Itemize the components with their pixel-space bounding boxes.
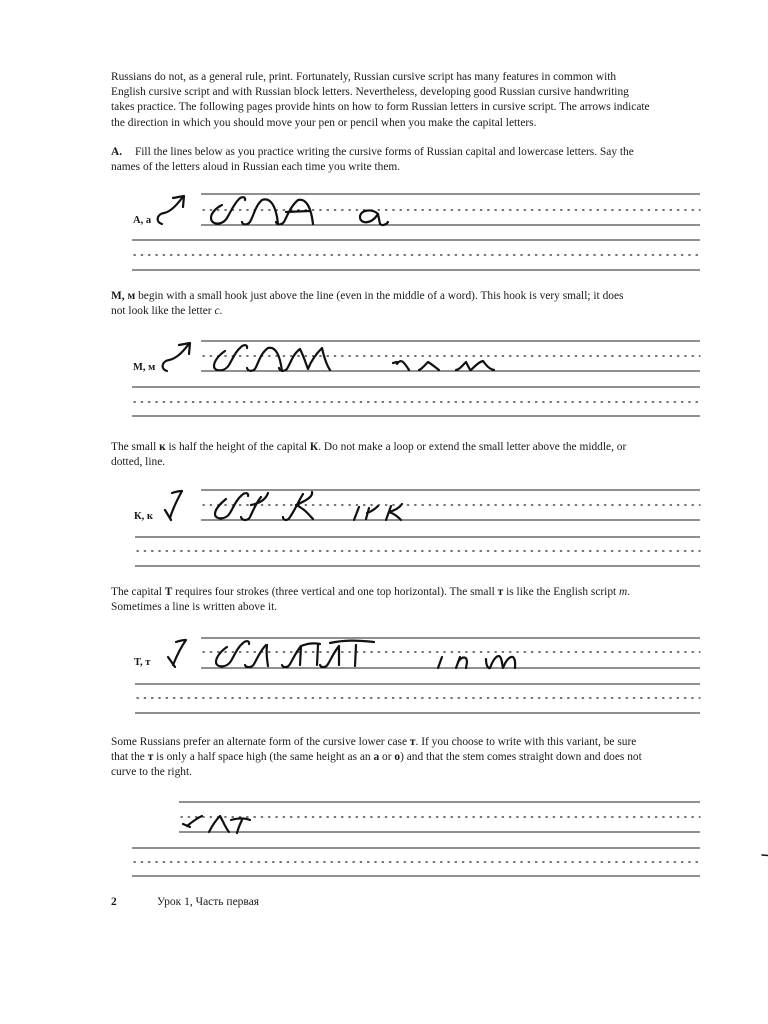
note-m-line-2: not look like the letter <box>111 305 215 318</box>
note-alt-line-3: curve to the right. <box>111 766 192 779</box>
page-number: 2 <box>111 896 117 908</box>
practice-block-m <box>132 341 700 416</box>
note-alt-or: or <box>379 751 395 764</box>
intro-line-2: English cursive script and with Russian block letters. Nevertheless, developing good Russian cursive handwriting <box>111 86 629 99</box>
note-k-line-2: dotted, line. <box>111 456 166 469</box>
note-m-letter-c: c <box>214 305 220 318</box>
note-t-small-letter: т <box>497 586 504 598</box>
row-label-k: К, к <box>134 511 153 522</box>
row-label-a: А, а <box>133 215 152 226</box>
note-t-capital-letter: Т <box>164 586 173 598</box>
intro-line-3: takes practice. The following pages provide hints on how to form Russian letters in cursive script. The arrows indicate <box>111 101 650 114</box>
row-label-t: Т, т <box>134 657 151 668</box>
arrow-icon-k <box>165 491 182 520</box>
note-alt-small-t: т <box>409 736 416 748</box>
note-alt-letter-o: o <box>394 751 401 764</box>
note-m-line-1: begin with a small hook just above the line (even in the middle of a word). This hook is very small; it does <box>135 290 624 302</box>
practice-block-k <box>135 490 700 566</box>
cursive-sample-a <box>211 197 388 225</box>
note-t-letter-m: m <box>619 586 628 598</box>
cursive-sample-t <box>216 641 515 669</box>
arrow-icon-t <box>168 640 186 667</box>
note-t-part-2: requires four strokes (three vertical and one top horizontal). The small <box>172 586 498 598</box>
note-k-small-letter: к <box>159 441 166 453</box>
cursive-sample-k <box>215 492 402 520</box>
exercise-a-line-2: names of the letters aloud in Russian each time you write them. <box>111 161 401 174</box>
cursive-sample-alternate-t <box>183 816 250 833</box>
note-t-part-1: The capital <box>111 586 165 598</box>
note-t-part-3: is like the English script <box>503 586 620 598</box>
note-alt-small-t-2: т <box>147 751 154 764</box>
margin-mark <box>762 855 768 856</box>
row-label-m: М, м <box>133 362 156 373</box>
intro-line-1: Russians do not, as a general rule, print. Fortunately, Russian cursive script has many features in common with <box>111 71 617 83</box>
practice-block-t <box>135 638 700 713</box>
exercise-a-line-1: Fill the lines below as you practice writing the cursive forms of Russian capital and lowercase letters. Say the <box>134 146 634 158</box>
practice-block-a <box>132 194 700 270</box>
note-k-part-1: The small <box>111 441 160 453</box>
note-m-line-2-end: . <box>219 305 223 318</box>
intro-line-4: the direction in which you should move your pen or pencil when you make the capital letters. <box>111 116 537 129</box>
note-alt-line-2b: is only a half space high (the same height as an <box>153 751 374 764</box>
cursive-sample-m <box>214 345 494 371</box>
arrow-icon-a <box>158 196 184 224</box>
note-alt-line-2a: that the <box>111 751 148 764</box>
note-t-line-2: Sometimes a line is written above it. <box>111 601 278 614</box>
note-alt-line-2c: ) and that the stem comes straight down and does not <box>400 751 642 764</box>
note-k-part-2: is half the height of the capital <box>165 441 310 453</box>
note-alt-part-2: . If you choose to write with this variant, be sure <box>415 736 637 748</box>
arrow-icon-m <box>163 343 190 371</box>
lesson-title: Урок 1, Часть первая <box>157 896 260 908</box>
note-k-capital-letter: К <box>309 441 319 453</box>
note-alt-letter-a: a <box>373 751 380 764</box>
practice-block-alternate-t <box>132 802 700 876</box>
note-t-part-4: . <box>627 586 631 598</box>
note-k-part-3: . Do not make a loop or extend the small letter above the middle, or <box>318 441 627 453</box>
exercise-label: A. <box>111 146 123 158</box>
note-m-letters: М, м <box>111 290 136 302</box>
note-alt-part-1: Some Russians prefer an alternate form of the cursive lower case <box>111 736 410 748</box>
